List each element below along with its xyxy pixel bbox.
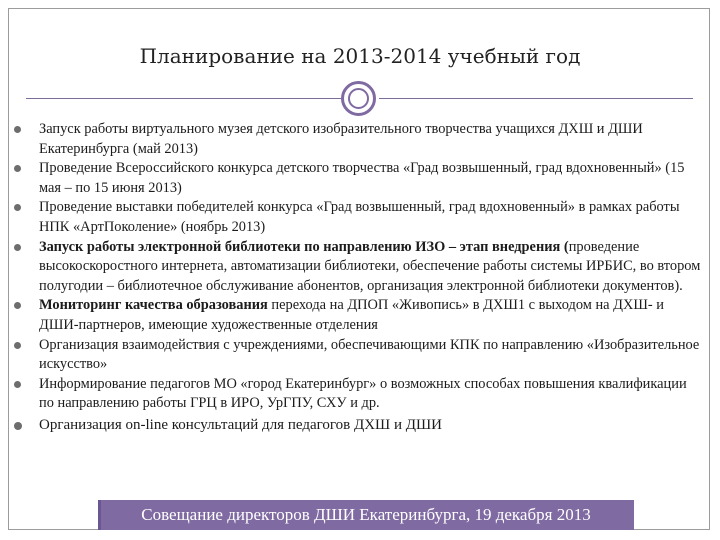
list-item-text: Организация on-line консультаций для педагогов ДХШ и ДШИ — [39, 416, 442, 433]
footer-accent-bar — [98, 500, 101, 530]
round-bullet-icon — [14, 165, 21, 172]
list-item-text: Организация взаимодействия с учреждениями, обеспечивающими КПК по направлению «Изобразительное искусство» — [39, 336, 700, 373]
round-bullet-icon — [14, 126, 21, 133]
double-circle-ornament-icon — [341, 81, 376, 116]
list-item-bold: Запуск работы электронной библиотеки по направлению ИЗО – этап внедрения ( — [39, 238, 569, 255]
list-item-text: Проведение выставки победителей конкурса «Град возвышенный, град вдохновенный» в рамках работы НПК «АртПоколение» (ноябрь 2013) — [39, 199, 680, 235]
list-item-text: Информирование педагогов МО «город Екатеринбург» о возможных способах повышения квалификации по направлению работы ГРЦ в ИРО, УрГПУ, СХУ и др. — [39, 375, 687, 412]
round-bullet-icon — [14, 204, 21, 211]
slide-title: Планирование на 2013-2014 учебный год — [139, 44, 581, 68]
list-item-text: Запуск работы виртуального музея детского изобразительного творчества учащихся ДХШ и ДШИ Екатеринбурга (май 2013) — [39, 121, 643, 157]
round-bullet-icon — [14, 244, 21, 251]
list-item-text: перехода на ДПОП «Живопись» в ДХШ1 с выходом на ДХШ- и ДШИ-партнеров, имеющие художественные отделения — [39, 297, 664, 333]
list-item — [14, 336, 704, 375]
list-item-bold: Мониторинг качества образования — [39, 297, 268, 314]
inner-circle-icon — [348, 88, 369, 109]
list-item — [14, 120, 704, 159]
title-divider-right — [379, 98, 693, 99]
list-item-text: Проведение Всероссийского конкурса детского творчества «Град возвышенный, град вдохновенный» (15 мая – по 15 июня 2013) — [39, 160, 685, 196]
list-item — [14, 238, 704, 297]
list-item-text: проведение высокоскоростного интернета, автоматизации библиотеки, обеспечение работы системы ИРБИС, во втором полугодии – библиотечное обслуживание абонентов, организация электронной библиотеки документов). — [39, 238, 701, 294]
title-divider-left — [26, 98, 341, 99]
list-item — [14, 159, 704, 198]
footer-banner: Совещание директоров ДШИ Екатеринбурга, 19 декабря 2013 — [98, 500, 634, 530]
round-bullet-icon — [14, 422, 22, 430]
round-bullet-icon — [14, 381, 21, 388]
list-item — [14, 296, 704, 335]
round-bullet-icon — [14, 302, 21, 309]
list-item — [14, 198, 704, 237]
plan-list — [14, 120, 704, 435]
round-bullet-icon — [14, 342, 21, 349]
list-item — [14, 375, 704, 414]
list-item — [14, 415, 704, 435]
